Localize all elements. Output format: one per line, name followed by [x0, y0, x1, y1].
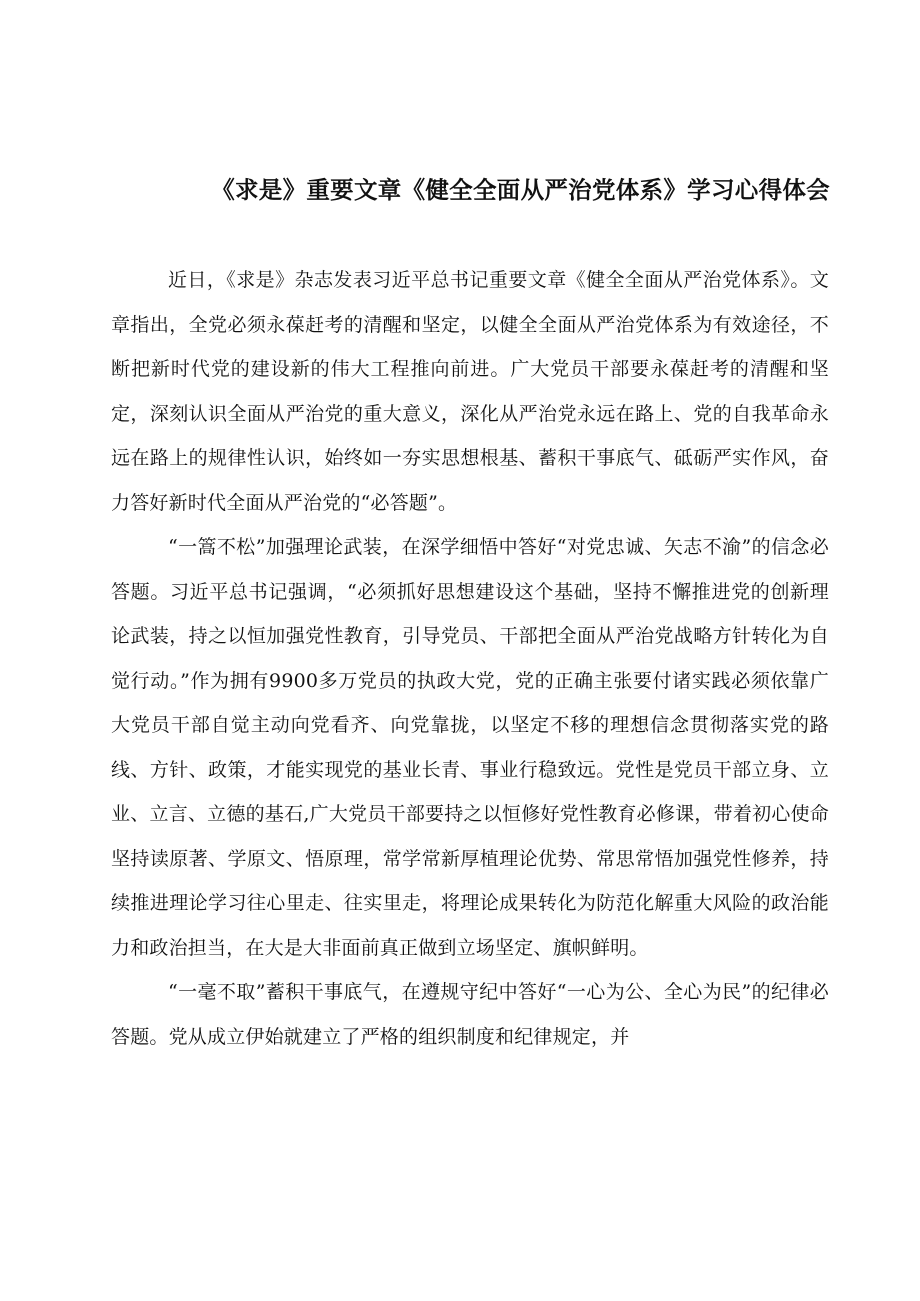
document-title: 《求是》重要文章《健全全面从严治党体系》学习心得体会 [211, 176, 830, 204]
paragraph-discipline: “一毫不取”蓄积干事底气，在遵规守纪中答好“一心为公、全心为民”的纪律必答题。党从成立伊始就建立了严格的组织制度和纪律规定，并 [111, 981, 829, 1048]
paragraph-intro: 近日，《求是》杂志发表习近平总书记重要文章《健全全面从严治党体系》。文章指出，全党必须永葆赶考的清醒和坚定，以健全全面从严治党体系为有效途径，不断把新时代党的建设新的伟大工程推向前进。广大党员干部要永葆赶考的清醒和坚定，深刻认识全面从严治党的重大意义，深化从严治党永远在路上、党的自我革命永远在路上的规律性认识，始终如一夯实思想根基、蓄积干事底气、砥砺严实作风，奋力答好新时代全面从严治党的“必答题”。 [111, 269, 829, 514]
document-body [111, 258, 829, 1059]
paragraph-theory-armament: “一篙不松”加强理论武装，在深学细悟中答好“对党忠诚、矢志不渝”的信念必答题。习近平总书记强调，“必须抓好思想建设这个基础，坚持不懈推进党的创新理论武装，持之以恒加强党性教育，引导党员、干部把全面从严治党战略方针转化为自觉行动。”作为拥有9900多万党员的执政大党，党的正确主张要付诸实践必须依靠广大党员干部自觉主动向党看齐、向党靠拢，以坚定不移的理想信念贯彻落实党的路线、方针、政策，才能实现党的基业长青、事业行稳致远。党性是党员干部立身、立业、立言、立德的基石,广大党员干部要持之以恒修好党性教育必修课，带着初心使命坚持读原著、学原文、悟原理，常学常新厚植理论优势、常思常悟加强党性修养，持续推进理论学习往心里走、往实里走，将理论成果转化为防范化解重大风险的政治能力和政治担当，在大是大非面前真正做到立场坚定、旗帜鲜明。 [111, 536, 829, 959]
